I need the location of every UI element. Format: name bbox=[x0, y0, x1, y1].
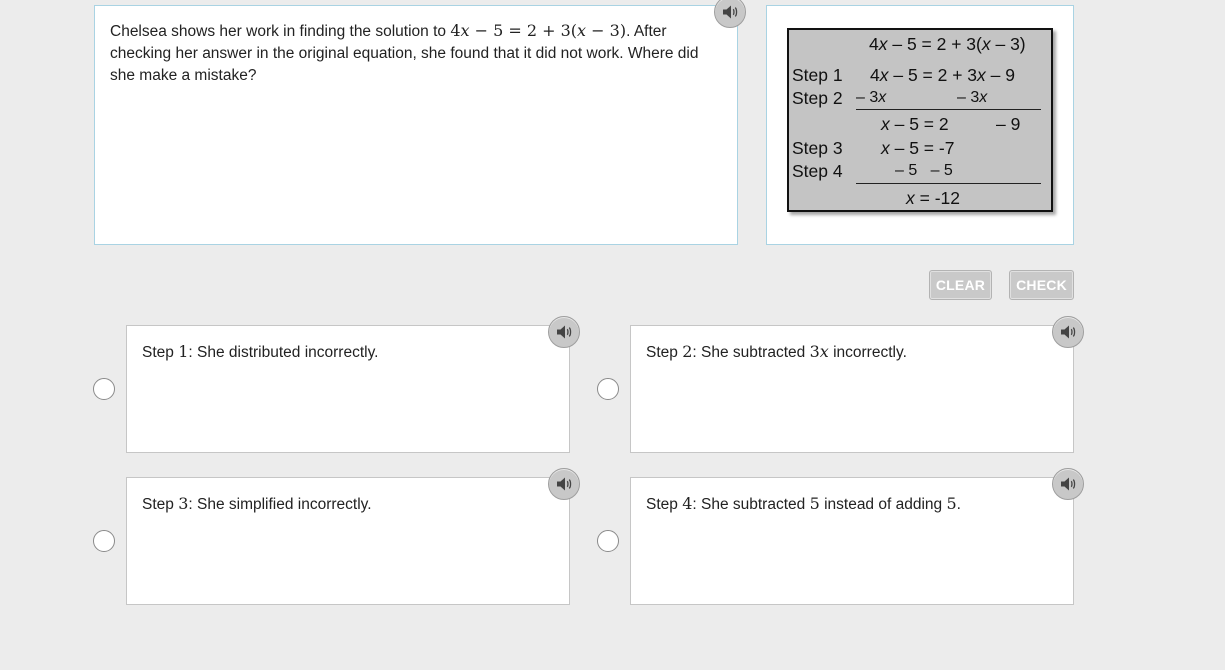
speaker-icon bbox=[555, 324, 573, 340]
option-3-audio-button[interactable] bbox=[548, 468, 580, 500]
figure-panel bbox=[766, 5, 1074, 245]
check-button[interactable]: CHECK bbox=[1009, 270, 1074, 300]
option-1-audio-button[interactable] bbox=[548, 316, 580, 348]
answer-line: x = -12 bbox=[906, 188, 960, 208]
step4-rule bbox=[856, 183, 1041, 184]
speaker-icon bbox=[721, 4, 739, 20]
question-text-end: . After checking her answer in the original equation, she found that it did not work. Where did she make a mistake? bbox=[110, 23, 699, 84]
option-2-card[interactable] bbox=[630, 325, 1074, 453]
clear-button[interactable]: CLEAR bbox=[929, 270, 992, 300]
step2-minus-nine: – 9 bbox=[996, 114, 1021, 134]
step4-label: Step 4 bbox=[792, 161, 843, 181]
option-3-card[interactable] bbox=[126, 477, 570, 605]
worked-solution-image bbox=[787, 28, 1053, 212]
option-2-radio[interactable] bbox=[597, 378, 619, 400]
step2-rule bbox=[856, 109, 1041, 110]
question-text-start: Chelsea shows her work in finding the solution to bbox=[110, 23, 451, 40]
option-1-card[interactable] bbox=[126, 325, 570, 453]
figure-equation-line: 4x – 5 = 2 + 3(x – 3) bbox=[869, 34, 1026, 54]
option-2-audio-button[interactable] bbox=[1052, 316, 1084, 348]
step3-work: x – 5 = -7 bbox=[881, 138, 955, 158]
step2-left: – 3x bbox=[856, 89, 887, 106]
option-1-radio[interactable] bbox=[93, 378, 115, 400]
step4-work: – 5 – 5 bbox=[895, 162, 953, 179]
option-4-audio-button[interactable] bbox=[1052, 468, 1084, 500]
step1-label: Step 1 bbox=[792, 65, 843, 85]
speaker-icon bbox=[555, 476, 573, 492]
speaker-icon bbox=[1059, 476, 1077, 492]
option-1-text: Step 1: She distributed incorrectly. bbox=[142, 342, 379, 361]
option-3-radio[interactable] bbox=[93, 530, 115, 552]
question-audio-button[interactable] bbox=[714, 0, 746, 28]
option-4-card[interactable] bbox=[630, 477, 1074, 605]
step1-work: 4x – 5 = 2 + 3x – 9 bbox=[870, 65, 1015, 85]
step2-right: – 3x bbox=[957, 89, 988, 106]
option-4-text: Step 4: She subtracted 5 instead of adding 5. bbox=[646, 494, 961, 513]
option-3-text: Step 3: She simplified incorrectly. bbox=[142, 494, 372, 513]
step2-result: x – 5 = 2 bbox=[881, 114, 949, 134]
option-4-radio[interactable] bbox=[597, 530, 619, 552]
question-equation: 4𝑥 − 5 = 2 + 3(𝑥 − 3) bbox=[450, 21, 627, 40]
step3-label: Step 3 bbox=[792, 138, 843, 158]
speaker-icon bbox=[1059, 324, 1077, 340]
question-text bbox=[110, 20, 725, 87]
question-panel bbox=[94, 5, 738, 245]
step2-label: Step 2 bbox=[792, 88, 843, 108]
option-2-text: Step 2: She subtracted 3𝑥 incorrectly. bbox=[646, 342, 907, 361]
